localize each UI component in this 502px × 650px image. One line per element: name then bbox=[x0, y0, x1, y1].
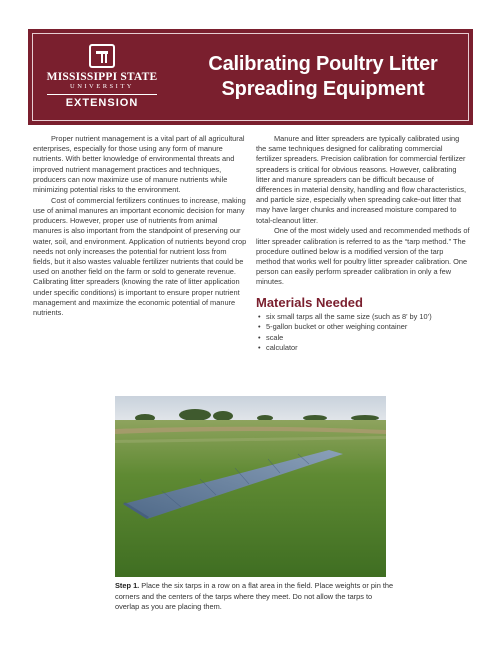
spreader-paragraph: Manure and litter spreaders are typically calibrated using the same techniques designed for calibrating commercial fertilizer spreaders. Precision calibration for commercial fertilizer spreaders is critical for obvious reasons. However, calibrating litter and manure spreaders can be difficult because of differences in material density, handling and flow characteristics, and particle size, especially when spreading cake-out litter that may have larger chunks and increased moisture compared to total-cleanout litter. bbox=[256, 134, 467, 225]
banner-border bbox=[32, 33, 469, 121]
logo-university-name: MISSISSIPPI STATE bbox=[46, 71, 158, 83]
page-title-line2: Spreading Equipment bbox=[221, 78, 425, 100]
materials-item: • 5-gallon bucket or other weighing container bbox=[256, 322, 470, 333]
materials-item: • calculator bbox=[256, 343, 470, 354]
logo-university-word: UNIVERSITY bbox=[70, 83, 134, 90]
page-title-line1: Calibrating Poultry Litter bbox=[208, 53, 438, 75]
logo-extension-word: EXTENSION bbox=[65, 97, 139, 109]
page-title bbox=[183, 52, 463, 102]
cost-paragraph: Cost of commercial fertilizers continues to increase, making use of animal manures an important economic decision for many producers. However, proper use of nutrients from animal manures is also important from the standpoint of preserving our water, soil, and environment. Application of nutrients beyond crop needs not only increases the potential for nutrient loss from fields, but it also wastes valuable fertilizer nutrients that could be used on another field on the farm or sold to generate revenue. Calibrating litter spreaders (knowing the rate of litter application under specific conditions) is important to ensure proper nutrient management and maximize the economic potential of manure nutrients. bbox=[33, 195, 247, 317]
msu-m-seal-icon bbox=[89, 44, 115, 68]
figure-caption bbox=[115, 581, 395, 613]
materials-item: • six small tarps all the same size (such as 8’ by 10’) bbox=[256, 312, 470, 323]
right-column bbox=[256, 134, 470, 354]
intro-paragraph: Proper nutrient management is a vital part of all agricultural enterprises, especially for those using any form of manure nutrients. With better knowledge of environmental threats and improved nutrient management practices and techniques, producers can now maximize use of manure nutrients while minimizing potential risks to the environment. bbox=[33, 134, 245, 195]
materials-item: • scale bbox=[256, 333, 470, 344]
caption-text: Place the six tarps in a row on a flat area in the field. Place weights or pin the corners and the centers of the tarps where they meet. Do not allow the tarps to overlap as you are placing them. bbox=[115, 581, 394, 611]
caption-step-label: Step 1. bbox=[115, 581, 140, 590]
msu-extension-logo bbox=[41, 44, 163, 120]
materials-heading: Materials Needed bbox=[256, 294, 363, 310]
field-tarps-photo bbox=[115, 396, 386, 577]
materials-list bbox=[256, 312, 470, 354]
left-column bbox=[33, 134, 247, 319]
tarp-method-paragraph: One of the most widely used and recommended methods of litter spreader calibration is referred to as the “tarp method.” The procedure outlined below is a modified version of the tarp method that works well for poultry litter spreader calibration. One person can easily perform spreader calibration in only a few minutes. bbox=[256, 226, 470, 287]
logo-divider bbox=[47, 94, 157, 95]
header-banner bbox=[28, 29, 473, 125]
